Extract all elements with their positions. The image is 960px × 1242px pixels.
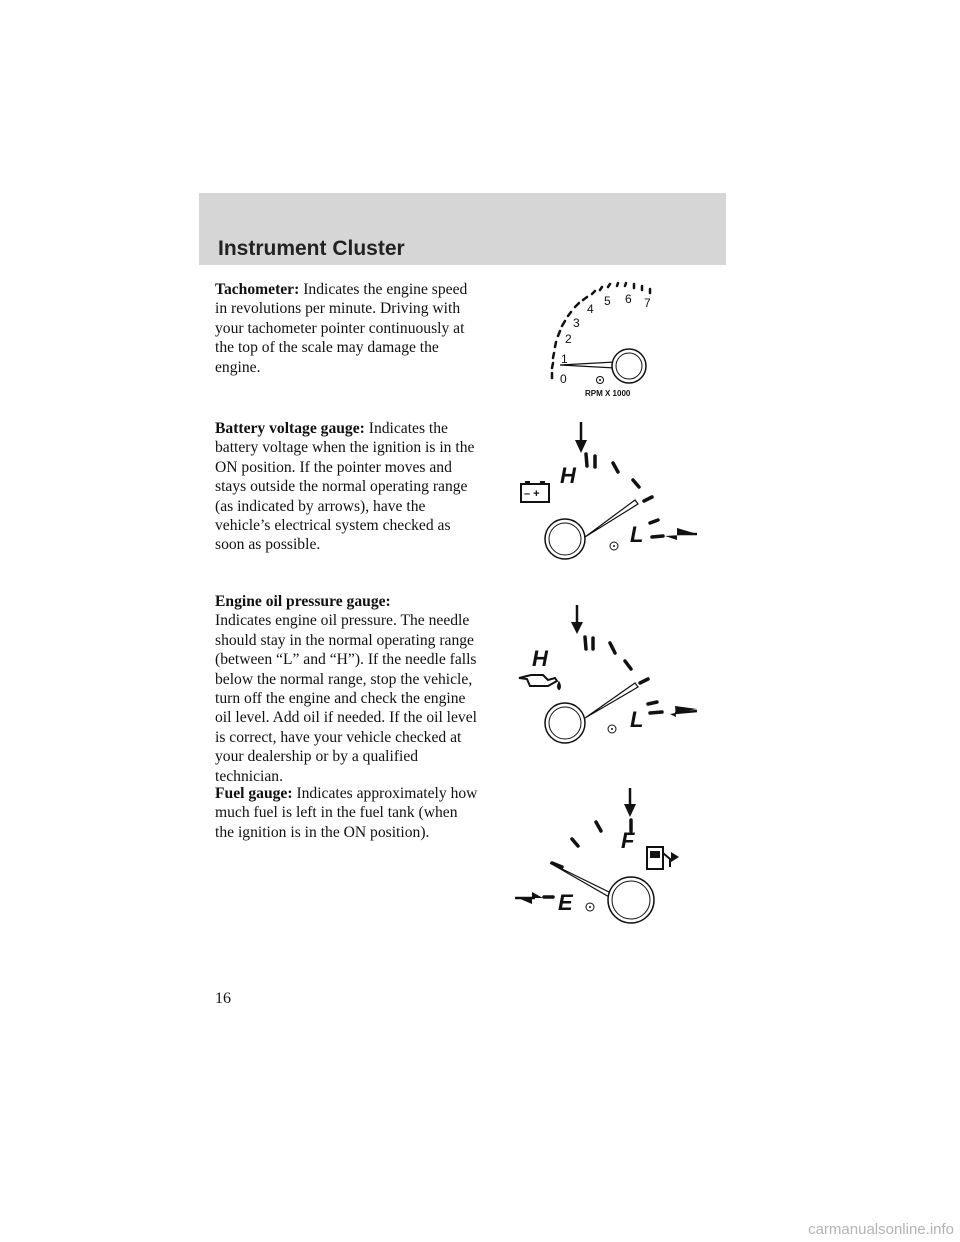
tach-number-5: 5 — [604, 294, 611, 308]
battery-gauge-marks — [586, 454, 663, 537]
tach-needle — [560, 362, 615, 368]
tachometer-text: Indicates the engine speed in revolutions per minute. Driving with your tachometer pointer continuously at the top of the scale may damage the engine. — [215, 281, 468, 376]
battery-description — [215, 419, 480, 555]
battery-low-label: L — [630, 522, 644, 547]
fuel-hub — [608, 877, 654, 923]
battery-term: Battery voltage gauge: — [215, 420, 365, 437]
battery-text: Indicates the battery voltage when the ignition is in the ON position. If the pointer moves and stays outside the normal operating range (as indicated by arrows), have the vehicle’s electrical system checked as soon as possible. — [215, 420, 475, 554]
tach-number-6: 6 — [625, 292, 632, 306]
fuel-text: Indicates approximately how much fuel is left in the fuel tank (when the ignition is in the ON position). — [215, 785, 478, 841]
oil-gauge-marks — [585, 637, 662, 713]
oil-high-limit-arrow-icon — [571, 622, 583, 634]
tach-number-2: 2 — [565, 332, 572, 346]
tachometer-illustration — [540, 280, 680, 405]
battery-gauge-illustration — [515, 420, 705, 570]
tachometer-term: Tachometer: — [215, 281, 300, 298]
fuel-gauge-illustration — [510, 785, 700, 930]
fuel-empty-label: E — [558, 890, 573, 915]
oil-can-icon — [519, 675, 560, 689]
tach-number-7: 7 — [644, 296, 651, 310]
tach-unit-label: RPM X 1000 — [585, 389, 631, 398]
page-title: Instrument Cluster — [218, 237, 405, 260]
fuel-description — [215, 784, 480, 842]
oil-hub — [545, 703, 585, 743]
tach-hub — [612, 349, 646, 383]
tach-number-4: 4 — [587, 302, 594, 316]
fuel-full-label: F — [621, 828, 635, 853]
oil-description — [215, 592, 480, 786]
tach-number-3: 3 — [573, 316, 580, 330]
high-limit-arrow-icon — [575, 440, 587, 453]
page-number: 16 — [215, 990, 231, 1007]
footer-watermark: carmanualsonline.info — [808, 1221, 954, 1238]
oil-term: Engine oil pressure gauge: — [215, 593, 391, 610]
fuel-door-side-arrow-icon — [671, 852, 679, 862]
battery-symbol: – + — [524, 488, 540, 500]
fuel-pump-icon — [647, 847, 679, 869]
tach-number-1: 1 — [561, 352, 568, 366]
oil-low-label: L — [630, 707, 644, 732]
oil-text: Indicates engine oil pressure. The needle should stay in the normal operating range (between “L” and “H”). If the needle falls below the normal range, stop the vehicle, turn off the engine and check the engine oil level. Add oil if needed. If the oil level is correct, have your vehicle checked at your dealership or by a qualified technician. — [215, 612, 477, 785]
fuel-full-arrow-icon — [624, 804, 636, 817]
tachometer-description — [215, 280, 480, 377]
oil-high-label: H — [532, 646, 548, 671]
battery-high-label: H — [560, 463, 576, 488]
oil-gauge-illustration — [515, 603, 705, 753]
fuel-term: Fuel gauge: — [215, 785, 293, 802]
battery-icon — [521, 481, 549, 502]
tach-number-0: 0 — [560, 372, 567, 386]
battery-hub — [545, 519, 585, 559]
